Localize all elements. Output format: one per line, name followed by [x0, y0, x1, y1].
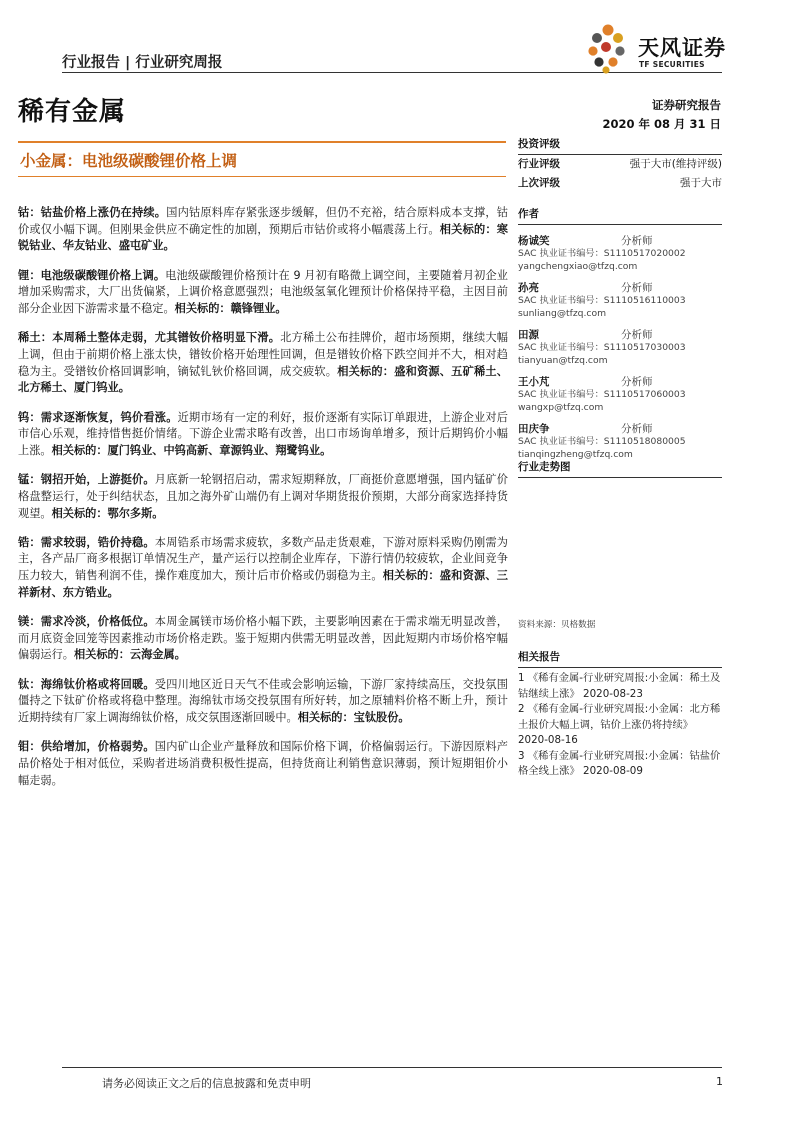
authors-panel	[518, 206, 722, 464]
related-report-link[interactable]: 2 《稀有金属-行业研究周报:小金属：北方稀土报价大幅上调，钴价上涨仍将持续》 2020-08-16	[518, 703, 721, 746]
author-entry: 孙亮 分析师 SAC 执业证书编号：S1110516110003 sunliang@tfzq.com	[518, 276, 722, 320]
paragraph-zirconium: 锆：需求较弱，锆价持稳。本周锆系市场需求疲软，多数产品走货艰难，下游对原料采购仍刚需为主，各产品厂商多根据订单情况生产，量产运行以控制企业库存，下游行情仍较疲软，企业间竞争压力较大，销售利润不佳，操作难度加大，预计后市价格或仍弱稳为主。相关标的：盛和资源、三祥新材、东方锆业。	[18, 535, 508, 599]
paragraph-molybdenum: 钼：供给增加，价格弱势。国内矿山企业产量释放和国际价格下调，价格偏弱运行。下游因原料产品价格处于相对低位，采购者进场消费积极性提高，但持货商让利销售意识薄弱，预计短期钼价小幅走弱。	[18, 740, 508, 787]
rating-row: 行业评级 强于大市(维持评级)	[518, 158, 722, 170]
author-entry: 王小芃 分析师 SAC 执业证书编号：S1110517060003 wangxp@tfzq.com	[518, 370, 722, 414]
footer-disclaimer: 请务必阅读正文之后的信息披露和免责申明	[102, 1077, 311, 1090]
author-email[interactable]: tianyuan@tfzq.com	[518, 354, 608, 366]
breadcrumb: 行业报告 | 行业研究周报	[62, 55, 223, 71]
author-entry: 田源 分析师 SAC 执业证书编号：S1110517030003 tianyuan@tfzq.com	[518, 323, 722, 367]
title-rule-top	[18, 141, 506, 143]
rating-panel	[518, 136, 722, 193]
report-type: 证券研究报告	[652, 98, 721, 112]
trend-heading: 行业走势图	[518, 461, 571, 473]
trend-chart-placeholder	[518, 478, 722, 618]
paragraph-cobalt: 钴：钴盐价格上涨仍在持续。国内钴原料库存紧张逐步缓解，但仍不充裕，结合原料成本支撑，钴价或仅小幅下调。但刚果金供应不确定性的加剧，预期后市钴价或将小幅震荡上行。相关标的：寒锐钴业、华友钴业、盛屯矿业。	[18, 206, 508, 253]
authors-heading: 作者	[518, 208, 539, 220]
trend-panel	[518, 459, 722, 630]
report-date: 2020 年 08 月 31 日	[602, 117, 721, 131]
paragraph-lithium: 锂：电池级碳酸锂价格上调。电池级碳酸锂价格预计在 9 月初有略微上调空间，主要随着月初企业增加采购需求，大厂出货偏紧，上调价格意愿强烈；电池级氢氧化锂预计价格保持平稳，主因目前部分企业因下游需求量不稳定。相关标的：赣锋锂业。	[18, 268, 508, 316]
related-report-link[interactable]: 1 《稀有金属-行业研究周报:小金属：稀土及钴继续上涨》 2020-08-23	[518, 672, 721, 700]
paragraph-rare-earth: 稀土：本周稀土整体走弱，尤其镨钕价格明显下滑。北方稀土公布挂牌价，超市场预期，继续大幅上调，但由于前期价格上涨太快，镨钕价格开始理性回调，但是镨钕价格下跌空间并不大，相对趋稳为主。受镨钕价格回调影响，镝铽钆钬价格回调，成交疲软。相关标的：盛和资源、五矿稀土、北方稀土、厦门钨业。	[18, 331, 508, 395]
rating-heading: 投资评级	[518, 138, 560, 150]
related-heading: 相关报告	[518, 651, 560, 663]
report-title: 小金属：电池级碳酸锂价格上调	[20, 152, 238, 170]
logo-en: TF SECURITIES	[639, 60, 705, 69]
authors-rule	[518, 224, 722, 225]
author-entry: 杨诚笑 分析师 SAC 执业证书编号：S1110517020002 yangchengxiao@tfzq.com	[518, 229, 722, 273]
related-panel	[518, 649, 722, 780]
rating-row: 上次评级 强于大市	[518, 177, 722, 189]
sector-title: 稀有金属	[18, 97, 127, 127]
author-email[interactable]: wangxp@tfzq.com	[518, 401, 604, 413]
paragraph-manganese: 锰：钢招开始，上游挺价。月底新一轮钢招启动，需求短期释放，厂商挺价意愿增强，国内锰矿价格盘整运行，处于纠结状态，且加之海外矿山端仍有上调对华期货报价预期，大部分商家选择持货观望。相关标的：鄂尔多斯。	[18, 473, 508, 520]
page-number: 1	[716, 1075, 723, 1088]
paragraph-tungsten: 钨：需求逐渐恢复，钨价看涨。近期市场有一定的利好，报价逐渐有实际订单跟进，上游企业对后市信心乐观，维持惜售挺价情绪。下游企业需求略有改善，出口市场询单增多，预计后期钨价小幅上涨。相关标的：厦门钨业、中钨高新、章源钨业、翔鹭钨业。	[18, 410, 508, 457]
author-email[interactable]: tianqingzheng@tfzq.com	[518, 448, 633, 460]
trend-source: 资料来源：贝格数据	[518, 620, 596, 630]
footer-divider	[62, 1067, 722, 1068]
title-rule-bottom	[18, 176, 506, 177]
author-email[interactable]: sunliang@tfzq.com	[518, 307, 607, 319]
tf-logo-icon	[584, 22, 636, 74]
related-report-link[interactable]: 3 《稀有金属-行业研究周报:小金属：钴盐价格全线上涨》 2020-08-09	[518, 749, 721, 777]
logo-cn: 天风证券	[638, 36, 726, 60]
report-body	[18, 205, 508, 802]
paragraph-magnesium: 镁：需求冷淡，价格低位。本周金属镁市场价格小幅下跌，主要影响因素在于需求端无明显改善，而月底资金回笼等因素推动市场价格走跌。鉴于短期内供需无明显改善，因此短期内市场价格窄幅偏弱运行。相关标的：云海金属。	[18, 615, 508, 662]
author-entry: 田庆争 分析师 SAC 执业证书编号：S1110518080005 tianqingzheng@tfzq.com	[518, 417, 722, 461]
paragraph-titanium: 钛：海绵钛价格或将回暖。受四川地区近日天气不佳或会影响运输，下游厂家持续高压，交投氛围僵持之下钛矿价格或将稳中整理。海绵钛市场交投氛围有所好转，加之原辅料价格不断上升，预计近期持续有厂家上调海绵钛价格，成交氛围逐渐回暖中。相关标的：宝钛股份。	[18, 677, 508, 725]
related-rule	[518, 667, 722, 668]
author-email[interactable]: yangchengxiao@tfzq.com	[518, 260, 638, 272]
